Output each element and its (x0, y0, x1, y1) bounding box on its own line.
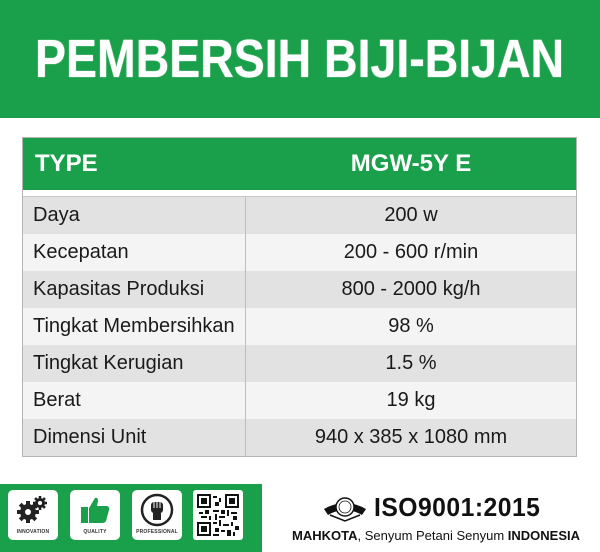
table-row (23, 382, 576, 419)
spec-header-value: MGW-5Y E (350, 150, 472, 177)
table-row (23, 308, 576, 345)
row-value: 940 x 385 x 1080 mm (314, 426, 508, 448)
table-row (23, 197, 576, 234)
footer-bar (0, 484, 600, 552)
tagline-middle: , Senyum Petani Senyum (357, 528, 508, 543)
spec-table (22, 137, 577, 457)
table-row (23, 345, 576, 382)
row-label: Kecepatan (23, 234, 246, 271)
iso-line (322, 492, 549, 523)
row-value: 1.5 % (385, 352, 437, 374)
gears-icon (16, 493, 50, 527)
spec-header-label: TYPE (35, 150, 98, 177)
row-value: 800 - 2000 kg/h (341, 278, 481, 300)
table-row (23, 419, 576, 456)
table-row (23, 271, 576, 308)
row-label: Tingkat Membersihkan (23, 308, 246, 345)
innovation-badge (8, 490, 58, 540)
row-label: Dimensi Unit (23, 419, 246, 456)
tagline-country: INDONESIA (507, 528, 581, 543)
tagline (292, 528, 580, 543)
row-label: Tingkat Kerugian (23, 345, 246, 382)
spec-body (23, 196, 576, 456)
row-value: 98 % (388, 315, 434, 337)
fist-icon (140, 493, 174, 527)
premium-seal-icon (322, 493, 368, 523)
badge-label: INNOVATION (16, 529, 50, 535)
badge-label: QUALITY (83, 529, 107, 535)
professional-badge (132, 490, 182, 540)
row-value: 200 w (384, 204, 438, 226)
row-value: 19 kg (386, 389, 436, 411)
table-row (23, 234, 576, 271)
iso-text: ISO9001:2015 (374, 492, 541, 522)
qr-code-icon (193, 490, 243, 540)
thumbs-up-icon (78, 493, 112, 527)
row-value: 200 - 600 r/min (343, 241, 479, 263)
page-title: PEMBERSIH BIJI-BIJAN (35, 29, 565, 89)
spec-header-row (23, 138, 576, 190)
quality-badge (70, 490, 120, 540)
badge-label: PROFESSIONAL (136, 529, 178, 535)
row-label: Berat (23, 382, 246, 419)
tagline-brand: MAHKOTA (292, 528, 358, 543)
row-label: Kapasitas Produksi (23, 271, 246, 308)
title-banner (0, 0, 600, 118)
iso-certification-panel (262, 484, 600, 552)
row-label: Daya (23, 197, 246, 234)
